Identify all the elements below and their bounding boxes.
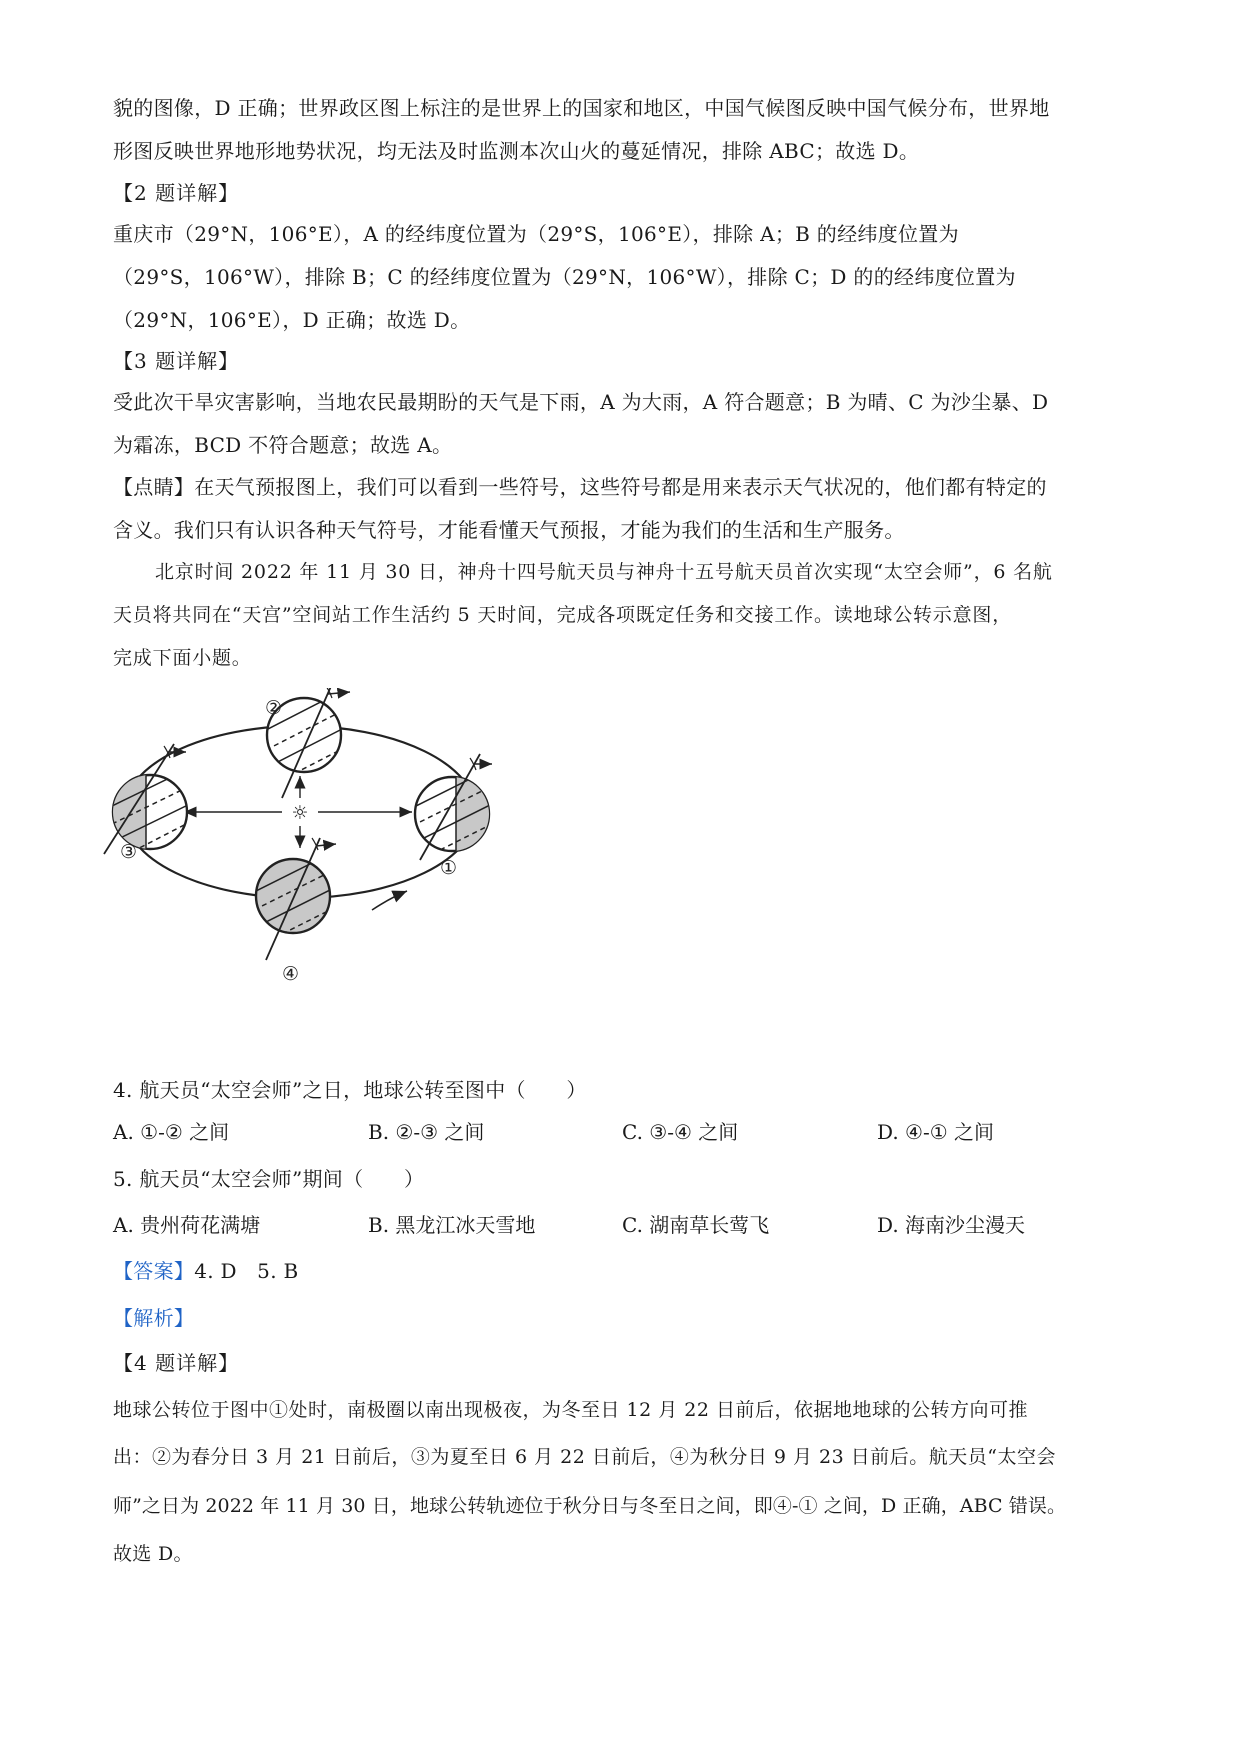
question5-option-c[interactable]: C. 湖南草长莺飞: [622, 1213, 770, 1237]
question4-option-c[interactable]: C. ③-④ 之间: [622, 1120, 739, 1144]
q4-line3: 师”之日为 2022 年 11 月 30 日，地球公转轨迹位于秋分日与冬至日之间，即④-① 之间，D 正确，ABC 错误。: [113, 1495, 1067, 1517]
q3-heading: 【3 题详解】: [113, 349, 240, 373]
question4-option-a[interactable]: A. ①-② 之间: [113, 1120, 230, 1144]
sun-symbol: ☼: [291, 802, 309, 824]
label-2: ②: [265, 697, 283, 719]
answer-line: [113, 1259, 299, 1283]
q2-line2: （29°S，106°W），排除 B；C 的经纬度位置为（29°N，106°W），排除 C；D 的的经纬度位置为: [113, 265, 1016, 289]
q3-line2: 为霜冻，BCD 不符合题意；故选 A。: [113, 433, 453, 457]
q4-line2: 出：②为春分日 3 月 21 日前后，③为夏至日 6 月 22 日前后，④为秋分日 9 月 23 日前后。航天员“太空会: [113, 1446, 1056, 1468]
question4-option-d[interactable]: D. ④-① 之间: [877, 1120, 995, 1144]
question5-option-a[interactable]: A. 贵州荷花满塘: [113, 1213, 261, 1237]
q4-line1: 地球公转位于图中①处时，南极圈以南出现极夜，为冬至日 12 月 22 日前后，依据地地球的公转方向可推: [113, 1399, 1029, 1421]
material-line2: 天员将共同在“天宫”空间站工作生活约 5 天时间，完成各项既定任务和交接工作。读地球公转示意图，: [113, 604, 1012, 626]
q2-line1: 重庆市（29°N，106°E），A 的经纬度位置为（29°S，106°E），排除 A；B 的经纬度位置为: [113, 222, 959, 246]
answer-tag: 【答案】: [113, 1259, 195, 1283]
q2-line3: （29°N，106°E），D 正确；故选 D。: [113, 308, 471, 332]
para1-line2: 形图反映世界地形地势状况，均无法及时监测本次山火的蔓延情况，排除 ABC；故选 D。: [113, 139, 920, 163]
para1-line1: 貌的图像，D 正确；世界政区图上标注的是世界上的国家和地区，中国气候图反映中国气候分布，世界地: [113, 96, 1050, 120]
question5-stem: 5. 航天员“太空会师”期间（ ）: [113, 1167, 425, 1191]
dianjing-line2: 含义。我们只有认识各种天气符号，才能看懂天气预报，才能为我们的生活和生产服务。: [113, 518, 905, 542]
q2-heading: 【2 题详解】: [113, 181, 240, 205]
label-4: ④: [282, 963, 300, 985]
analysis-tag: 【解析】: [113, 1306, 195, 1330]
question4-option-b[interactable]: B. ②-③ 之间: [368, 1120, 485, 1144]
question5-option-b[interactable]: B. 黑龙江冰天雪地: [368, 1213, 536, 1237]
question5-option-d[interactable]: D. 海南沙尘漫天: [877, 1213, 1026, 1237]
q4-heading: 【4 题详解】: [113, 1351, 240, 1375]
question4-stem: 4. 航天员“太空会师”之日，地球公转至图中（ ）: [113, 1078, 587, 1102]
label-1: ①: [440, 857, 458, 879]
material-line1: 北京时间 2022 年 11 月 30 日，神舟十四号航天员与神舟十五号航天员首次实现“太空会师”，6 名航: [155, 561, 1053, 583]
q4-line4: 故选 D。: [113, 1543, 193, 1565]
answer-text: 4. D 5. B: [194, 1259, 299, 1283]
label-3: ③: [120, 841, 138, 863]
q3-line1: 受此次干旱灾害影响，当地农民最期盼的天气是下雨，A 为大雨，A 符合题意；B 为晴、C 为沙尘暴、D: [113, 390, 1049, 414]
dianjing-line1: 【点睛】在天气预报图上，我们可以看到一些符号，这些符号都是用来表示天气状况的，他们都有特定的: [113, 475, 1047, 499]
earth-orbit-figure: [100, 688, 560, 1048]
material-line3: 完成下面小题。: [113, 647, 252, 669]
